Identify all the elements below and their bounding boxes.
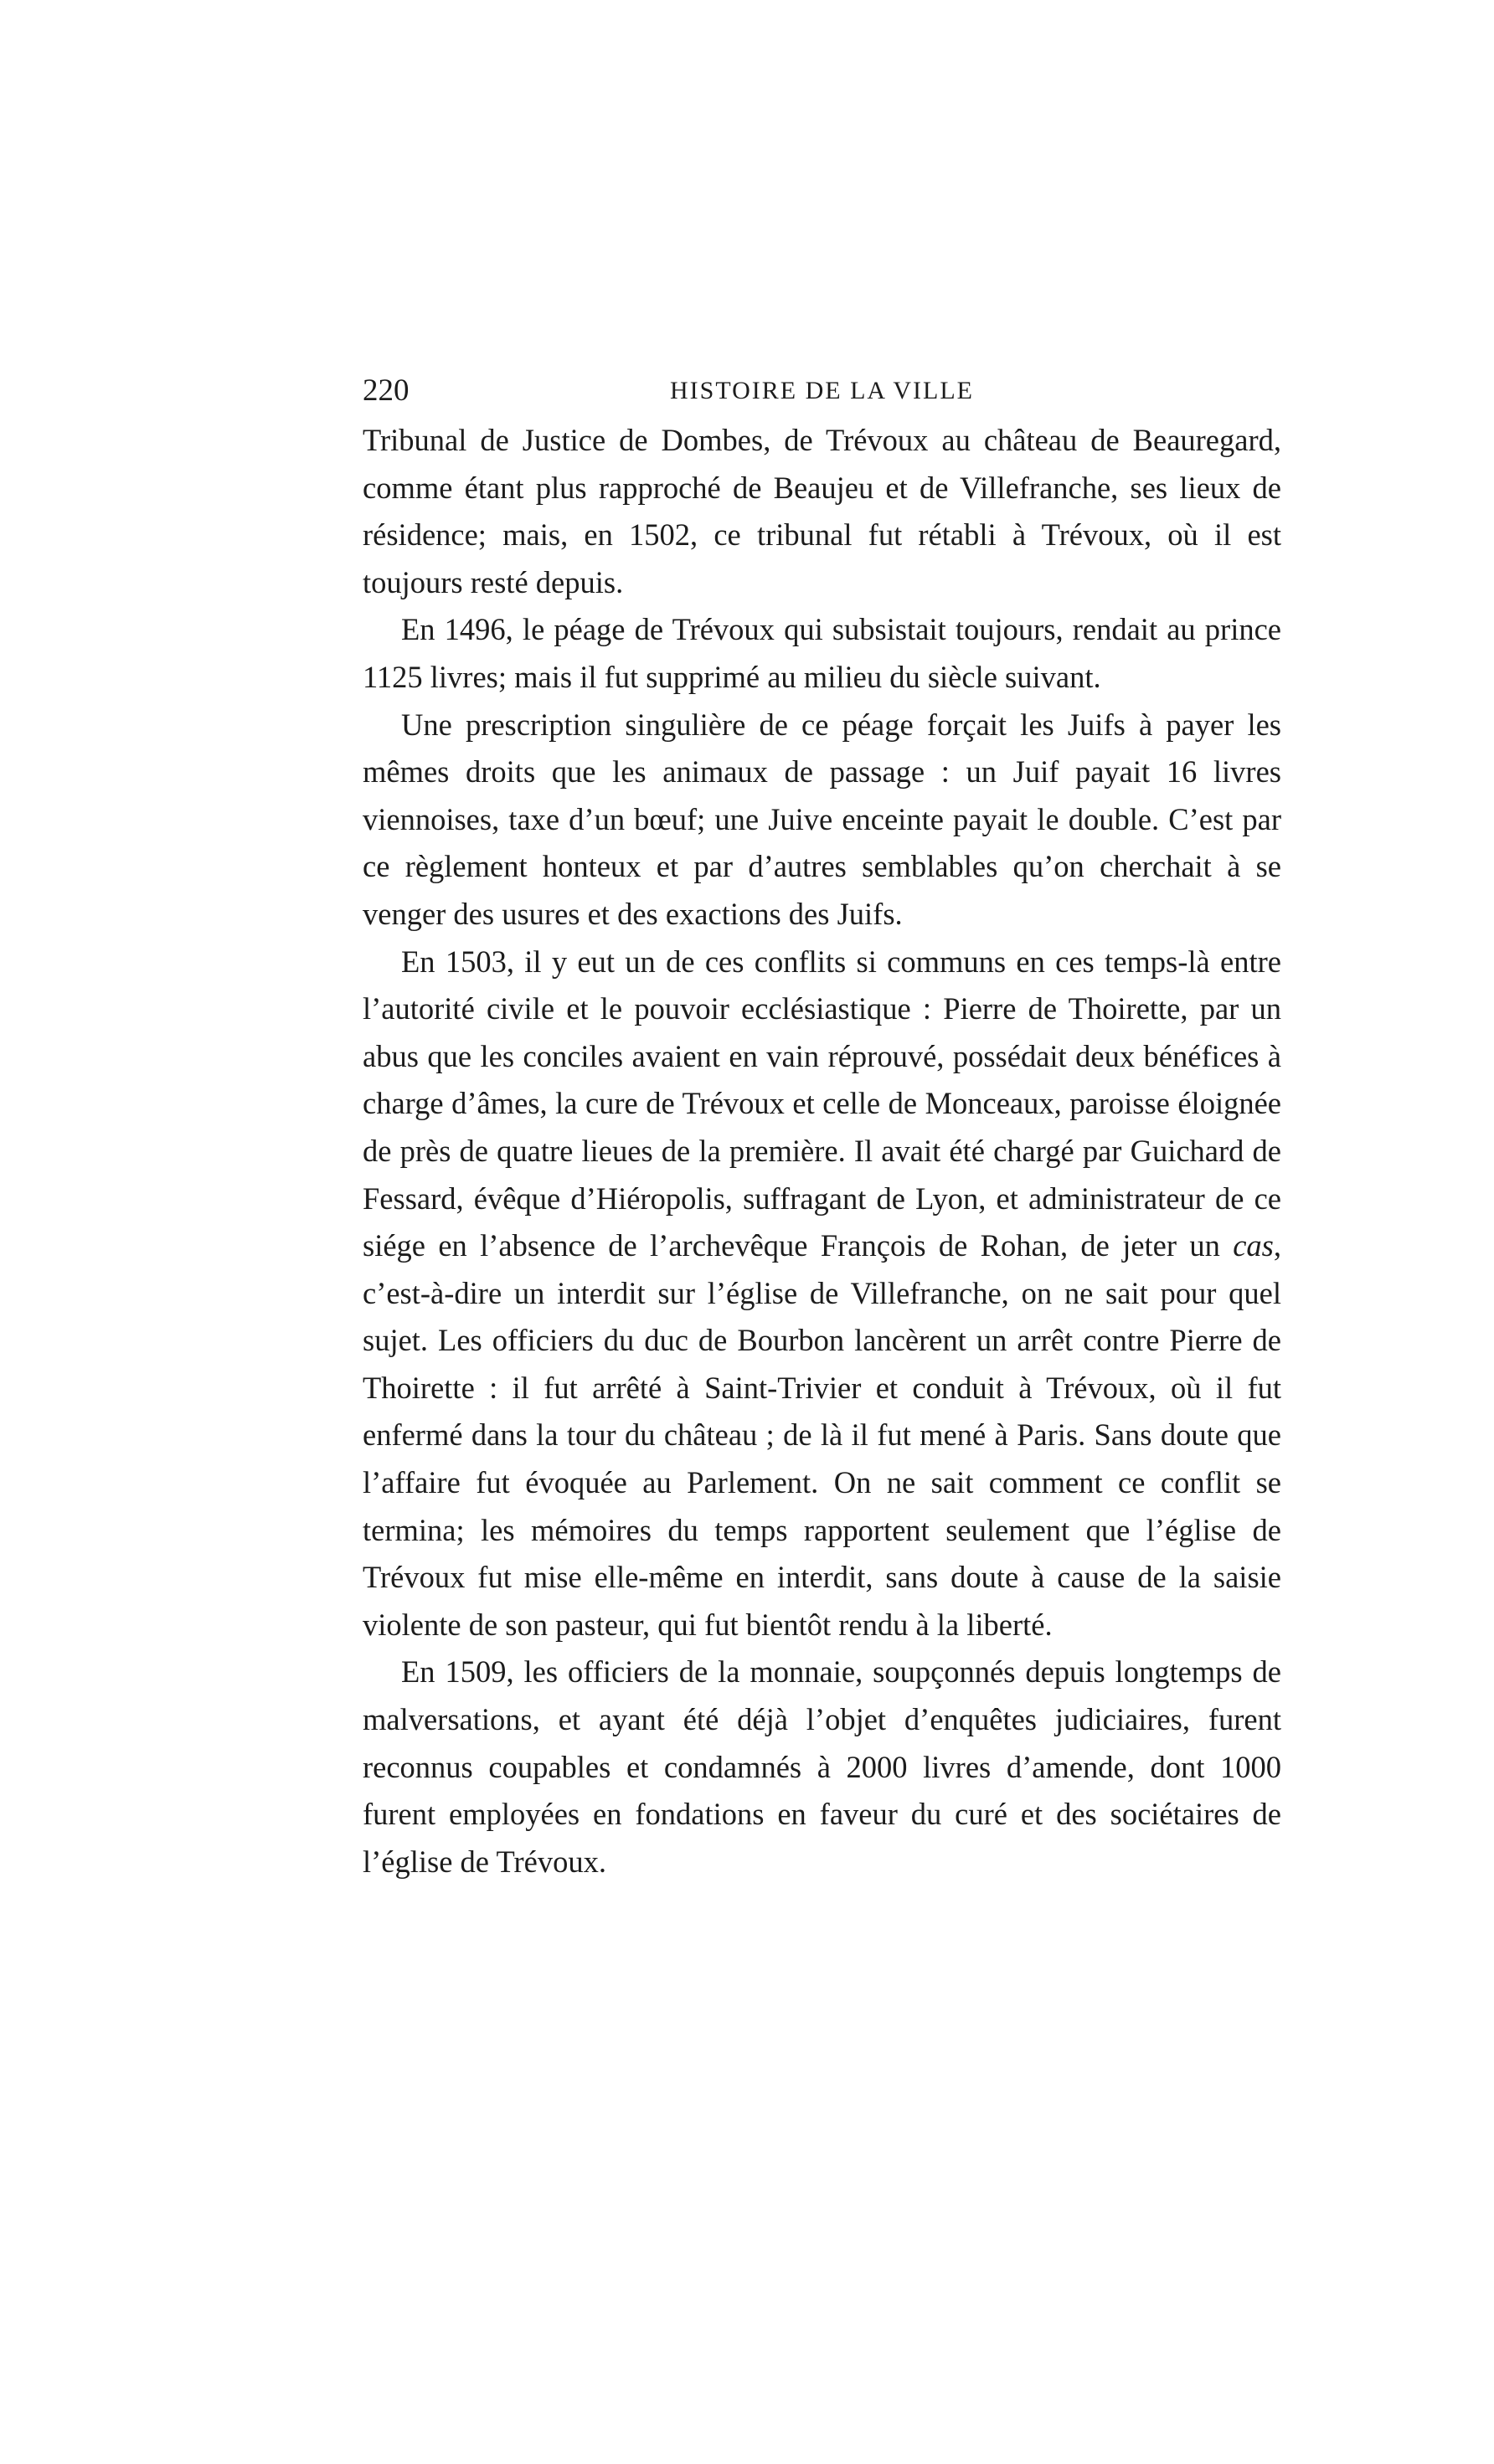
paragraph-3: Une prescription singulière de ce péage forçait les Juifs à payer les mêmes droits que les animaux de passage : un Juif payait 16 livres viennoises, taxe d’un bœuf; une Juive enceinte payait le double. C’est par ce règlement honteux et par d’autres semblables qu’on cherchait à se venger des usures et des exactions des Juifs. bbox=[363, 707, 1281, 931]
page-number: 220 bbox=[363, 373, 410, 408]
paragraph-5: En 1509, les officiers de la monnaie, soupçonnés depuis longtemps de malversations, et ayant été déjà l’objet d’enquêtes judiciaires, furent reconnus coupables et condamnés à 2000 livres d’amende, dont 1000 furent employées en fondations en faveur du curé et des sociétaires de l’église de Trévoux. bbox=[363, 1654, 1281, 1879]
paragraph-4-part-2: , c’est-à-dire un interdit sur l’église de Villefranche, on ne sait pour quel sujet. Les officiers du duc de Bourbon lancèrent un arrêt contre Pierre de Thoirette : il fut arrêté à Saint-Trivier et conduit à Trévoux, où il fut enfermé dans la tour du château ; de là il fut mené à Paris. Sans doute que l’affaire fut évoquée au Parlement. On ne sait comment ce conflit se termina; les mémoires du temps rapportent seulement que l’église de Trévoux fut mise elle-même en interdit, sans doute à cause de la saisie violente de son pasteur, qui fut bientôt rendu à la liberté. bbox=[363, 1228, 1281, 1642]
running-title: HISTOIRE DE LA VILLE bbox=[669, 377, 975, 404]
paragraph-4 bbox=[363, 939, 1281, 1649]
running-header bbox=[363, 370, 1281, 412]
body-text bbox=[363, 417, 1281, 1885]
paragraph-4-part-1: En 1503, il y eut un de ces conflits si communs en ces temps-là entre l’autorité civile et le pouvoir ecclésiastique : Pierre de Thoirette, par un abus que les conciles avaient en vain réprouvé, possédait deux bénéfices à charge d’âmes, la cure de Trévoux et celle de Monceaux, paroisse éloignée de près de quatre lieues de la première. Il avait été chargé par Guichard de Fessard, évêque d’Hiéropolis, suffragant de Lyon, et administrateur de ce siége en l’absence de l’archevêque François de Rohan, de jeter un bbox=[363, 944, 1281, 1263]
paragraph-2: En 1496, le péage de Trévoux qui subsistait toujours, rendait au prince 1125 livres; mais il fut supprimé au milieu du siècle suivant. bbox=[363, 612, 1281, 694]
italic-term: cas bbox=[1233, 1228, 1274, 1263]
paragraph-1: Tribunal de Justice de Dombes, de Trévoux au château de Beauregard, comme étant plus rapproché de Beaujeu et de Villefranche, ses lieux de résidence; mais, en 1502, ce tribunal fut rétabli à Trévoux, où il est toujours resté depuis. bbox=[363, 423, 1281, 599]
